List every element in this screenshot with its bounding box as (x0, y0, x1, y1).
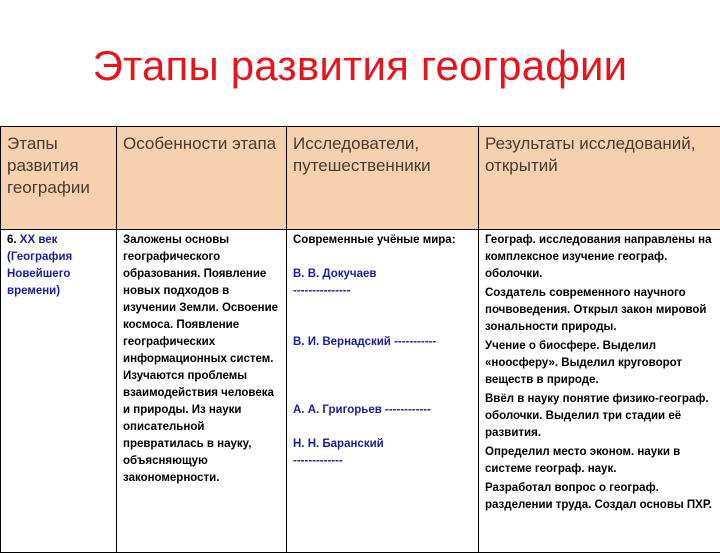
cell-results (479, 230, 720, 553)
stage-period: XX век (20, 234, 58, 246)
header-stages: Этапы развития географии (1, 127, 117, 230)
cell-stage (1, 230, 117, 553)
cell-features: Заложены основы географического образования. Появление новых подходов в изучении Земли. Освоение космоса. Появление географических информационных систем. Изучаются проблемы взаимодействия человека и природы. Из науки описательной превратилась в науку, объясняющую закономерности. (117, 230, 287, 553)
researcher-baransky: Н. Н. Баранский ------------- (293, 436, 475, 470)
result-item: Учение о биосфере. Выделил «ноосферу». Выделил круговорот веществ в природе. (485, 338, 717, 389)
header-features: Особенности этапа (117, 127, 287, 230)
page-title: Этапы развития географии (0, 42, 720, 90)
result-item: Создатель современного научного почвоведения. Открыл закон мировой зональности природы. (485, 285, 717, 336)
stage-name: (География Новейшего времени) (7, 251, 72, 297)
researcher-vernadsky: В. И. Вернадский ----------- (293, 334, 475, 351)
result-item: Географ. исследования направлены на комплексное изучение географ. оболочки. (485, 232, 717, 283)
researcher-grigoriev: А. А. Григорьев ------------ (293, 402, 475, 419)
header-researchers: Исследователи, путешественники (287, 127, 479, 230)
table-header-row (1, 127, 720, 230)
result-item: Ввёл в науку понятие физико-географ. оболочки. Выделил три стадии её развития. (485, 391, 717, 442)
researcher-dokuchaev: В. В. Докучаев --------------- (293, 266, 475, 300)
result-item: Разработал вопрос о географ. разделении труда. Создал основы ПХР. (485, 480, 717, 514)
cell-researchers (287, 230, 479, 553)
table-row (1, 230, 720, 553)
stage-number: 6. (7, 234, 17, 246)
researchers-intro: Современные учёные мира: (293, 232, 475, 249)
header-results: Результаты исследований, открытий (479, 127, 720, 230)
result-item: Определил место эконом. науки в системе географ. наук. (485, 444, 717, 478)
stages-table (0, 126, 720, 553)
